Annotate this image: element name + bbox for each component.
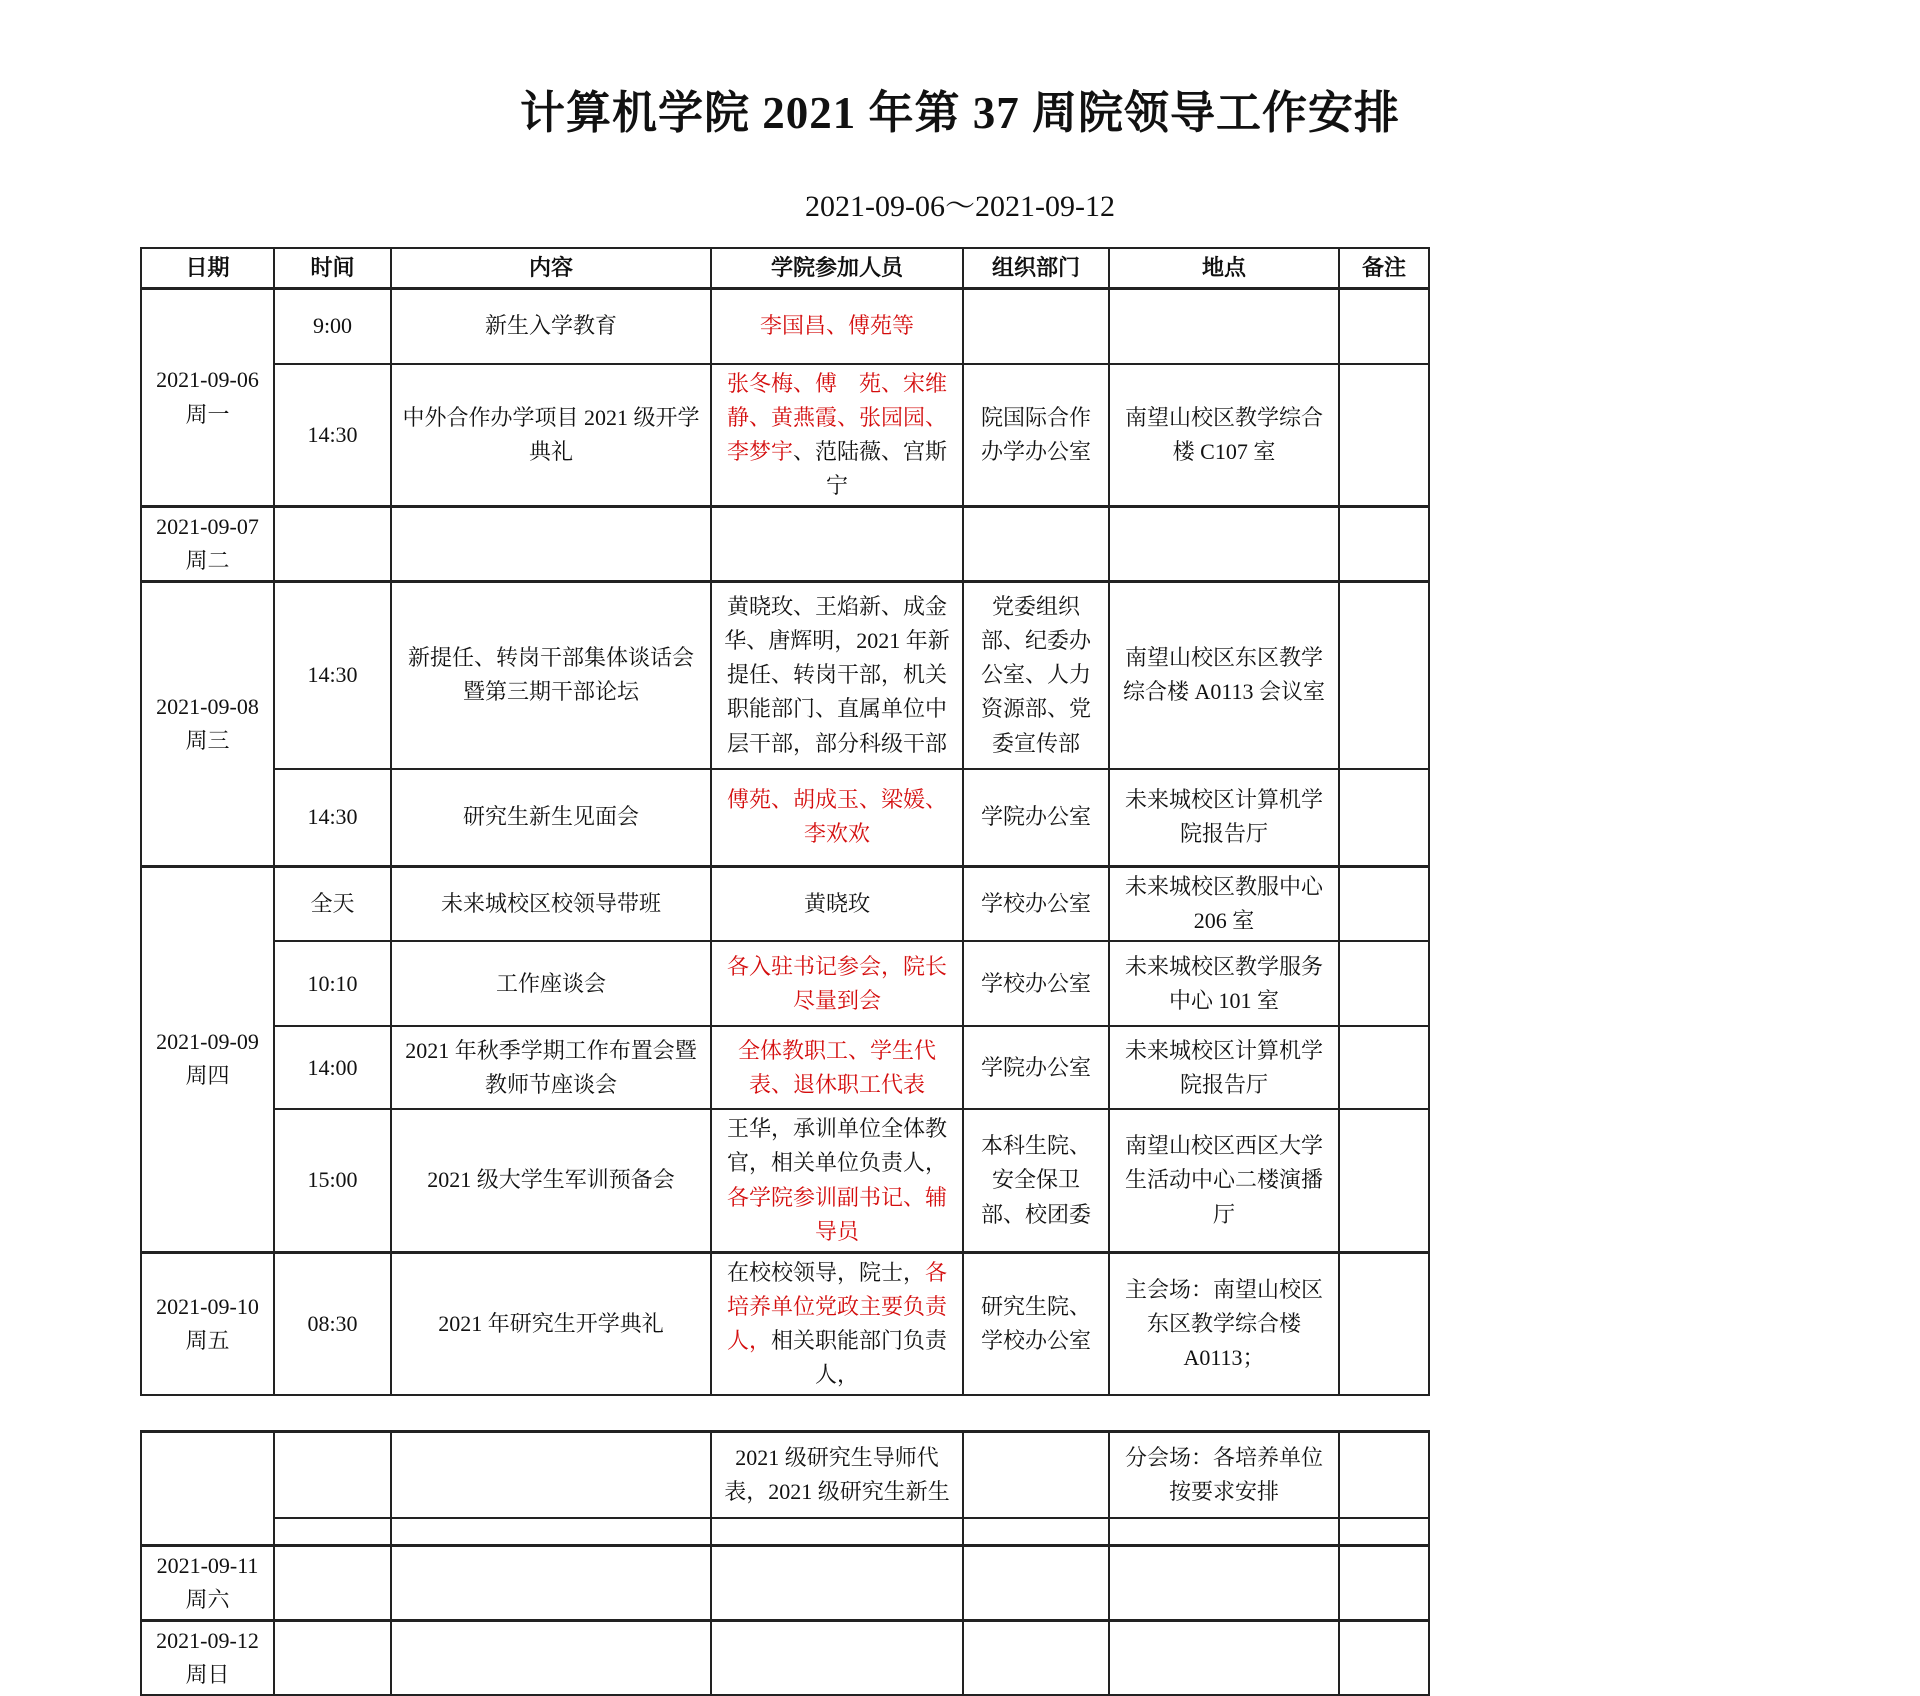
date-range-subtitle: 2021-09-06～2021-09-12 [805,190,1115,223]
participants-cell [711,1546,963,1621]
column-header: 学院参加人员 [711,248,963,289]
note-cell [1339,1518,1429,1546]
note-cell [1339,867,1429,942]
location-cell: 南望山校区西区大学生活动中心二楼演播厅 [1109,1109,1339,1252]
location-cell: 南望山校区东区教学综合楼 A0113 会议室 [1109,582,1339,769]
date-text: 2021-09-12 [156,1628,259,1654]
participants-cell [711,582,963,769]
location-cell [1109,506,1339,581]
location-cell [1109,1621,1339,1696]
participants-text: 2021 级研究生导师代表，2021 级研究生新生 [724,1444,950,1504]
date-cell [141,867,274,1253]
note-cell [1339,769,1429,867]
weekday-text: 周五 [185,1327,230,1353]
participants-text: 各学院参训副书记、辅导员 [726,1184,947,1244]
participants-cell [711,769,963,867]
schedule-table-continued [140,1430,1430,1696]
participants-text: 、范陆薇、宫斯宁 [793,438,948,498]
date-cell [141,1432,274,1546]
table-row [141,769,1429,867]
note-cell [1339,1621,1429,1696]
weekday-text: 周日 [185,1662,230,1688]
column-header: 备注 [1339,248,1429,289]
org-cell: 党委组织部、纪委办公室、人力资源部、党委宣传部 [963,582,1109,769]
date-cell [141,1546,274,1621]
org-cell: 学校办公室 [963,941,1109,1026]
org-cell [963,1518,1109,1546]
org-cell: 学院办公室 [963,1026,1109,1109]
participants-cell [711,1518,963,1546]
date-cell [141,289,274,507]
location-cell [1109,1546,1339,1621]
content-cell: 2021 级大学生军训预备会 [391,1109,711,1252]
content-cell [391,1621,711,1696]
location-cell: 未来城校区计算机学院报告厅 [1109,1026,1339,1109]
participants-cell [711,364,963,507]
note-cell [1339,1109,1429,1252]
table-body-continued [141,1432,1429,1696]
schedule-table [140,247,1430,1396]
content-cell: 中外合作办学项目 2021 级开学典礼 [391,364,711,507]
participants-cell [711,1621,963,1696]
table-row [141,1252,1429,1395]
location-cell: 未来城校区教服中心 206 室 [1109,867,1339,942]
date-cell [141,1621,274,1696]
note-cell [1339,582,1429,769]
table-row [141,1621,1429,1696]
time-cell [274,1518,391,1546]
participants-text: 各入驻书记参会，院长尽量到会 [726,953,947,1013]
participants-cell [711,506,963,581]
weekday-text: 周一 [185,401,230,427]
date-text: 2021-09-06 [156,367,259,393]
location-cell: 未来城校区教学服务中心 101 室 [1109,941,1339,1026]
table-row [141,364,1429,507]
participants-text: 李国昌、傅苑等 [759,313,914,339]
time-cell: 14:00 [274,1026,391,1109]
participants-cell [711,1026,963,1109]
org-cell [963,1546,1109,1621]
content-cell: 研究生新生见面会 [391,769,711,867]
table-row [141,1109,1429,1252]
location-cell: 未来城校区计算机学院报告厅 [1109,769,1339,867]
column-header: 时间 [274,248,391,289]
note-cell [1339,1252,1429,1395]
location-cell: 主会场：南望山校区东区教学综合楼 A0113； [1109,1252,1339,1395]
column-header: 地点 [1109,248,1339,289]
content-cell: 工作座谈会 [391,941,711,1026]
org-cell [963,1621,1109,1696]
participants-text: 黄晓玫 [803,891,870,917]
page-title: 计算机学院 2021 年第 37 周院领导工作安排 [519,88,1400,138]
table-header [141,248,1429,289]
time-cell [274,506,391,581]
time-cell [274,1621,391,1696]
weekday-text: 周四 [185,1063,230,1089]
table-row [141,289,1429,364]
content-cell: 2021 年秋季学期工作布置会暨教师节座谈会 [391,1026,711,1109]
date-cell [141,506,274,581]
org-cell: 学校办公室 [963,867,1109,942]
note-cell [1339,289,1429,364]
date-cell [141,582,274,867]
content-cell [391,506,711,581]
note-cell [1339,1546,1429,1621]
date-text: 2021-09-11 [156,1553,259,1579]
note-cell [1339,506,1429,581]
time-cell: 14:30 [274,582,391,769]
column-header: 内容 [391,248,711,289]
table-row [141,1432,1429,1518]
location-cell [1109,1518,1339,1546]
time-cell: 9:00 [274,289,391,364]
participants-text: 全体教职工、学生代表、退休职工代表 [737,1037,936,1097]
org-cell: 本科生院、安全保卫部、校团委 [963,1109,1109,1252]
note-cell [1339,941,1429,1026]
org-cell [963,1432,1109,1518]
column-header: 日期 [141,248,274,289]
time-cell: 14:30 [274,769,391,867]
note-cell [1339,1026,1429,1109]
table-row [141,1518,1429,1546]
time-cell [274,1432,391,1518]
content-cell [391,1432,711,1518]
date-text: 2021-09-09 [156,1029,259,1055]
participants-cell [711,1252,963,1395]
participants-cell [711,1432,963,1518]
weekday-text: 周二 [185,548,230,574]
participants-text: 相关职能部门负责人， [771,1327,948,1387]
time-cell [274,1546,391,1621]
date-text: 2021-09-10 [156,1293,259,1319]
participants-text: 黄晓玫、王焰新、成金华、唐辉明，2021 年新提任、转岗干部，机关职能部门、直属单位中层干部，部分科级干部 [724,594,950,756]
location-cell: 南望山校区教学综合楼 C107 室 [1109,364,1339,507]
content-cell: 2021 年研究生开学典礼 [391,1252,711,1395]
org-cell [963,289,1109,364]
content-cell: 新生入学教育 [391,289,711,364]
table-body-week [141,289,1429,1396]
participants-text: 各培养单位党政主要负责人， [726,1259,948,1353]
table-row [141,941,1429,1026]
participants-text: 张冬梅、傅 苑、宋维静、黄燕霞、张园园、李梦宇 [726,370,947,464]
table-row [141,867,1429,942]
table-row [141,582,1429,769]
content-cell: 新提任、转岗干部集体谈话会暨第三期干部论坛 [391,582,711,769]
weekday-text: 周六 [185,1587,230,1613]
table-row [141,1026,1429,1109]
date-cell [141,1252,274,1395]
org-cell: 学院办公室 [963,769,1109,867]
location-cell: 分会场：各培养单位按要求安排 [1109,1432,1339,1518]
header-row [141,248,1429,289]
time-cell: 14:30 [274,364,391,507]
date-text: 2021-09-07 [156,513,259,539]
date-text: 2021-09-08 [156,694,259,720]
table-row [141,506,1429,581]
time-cell: 08:30 [274,1252,391,1395]
participants-text: 在校校领导，院士， [726,1259,925,1285]
participants-cell [711,941,963,1026]
location-cell [1109,289,1339,364]
time-cell: 15:00 [274,1109,391,1252]
org-cell [963,506,1109,581]
participants-cell [711,289,963,364]
note-cell [1339,1432,1429,1518]
weekday-text: 周三 [185,728,230,754]
participants-text: 王华，承训单位全体教官，相关单位负责人， [726,1116,947,1176]
org-cell: 研究生院、学校办公室 [963,1252,1109,1395]
column-header: 组织部门 [963,248,1109,289]
time-cell: 10:10 [274,941,391,1026]
participants-cell [711,1109,963,1252]
time-cell: 全天 [274,867,391,942]
content-cell: 未来城校区校领导带班 [391,867,711,942]
table-row [141,1546,1429,1621]
org-cell: 院国际合作办学办公室 [963,364,1109,507]
content-cell [391,1546,711,1621]
note-cell [1339,364,1429,507]
content-cell [391,1518,711,1546]
participants-text: 傅苑、胡成玉、梁媛、李欢欢 [726,787,947,847]
participants-cell [711,867,963,942]
